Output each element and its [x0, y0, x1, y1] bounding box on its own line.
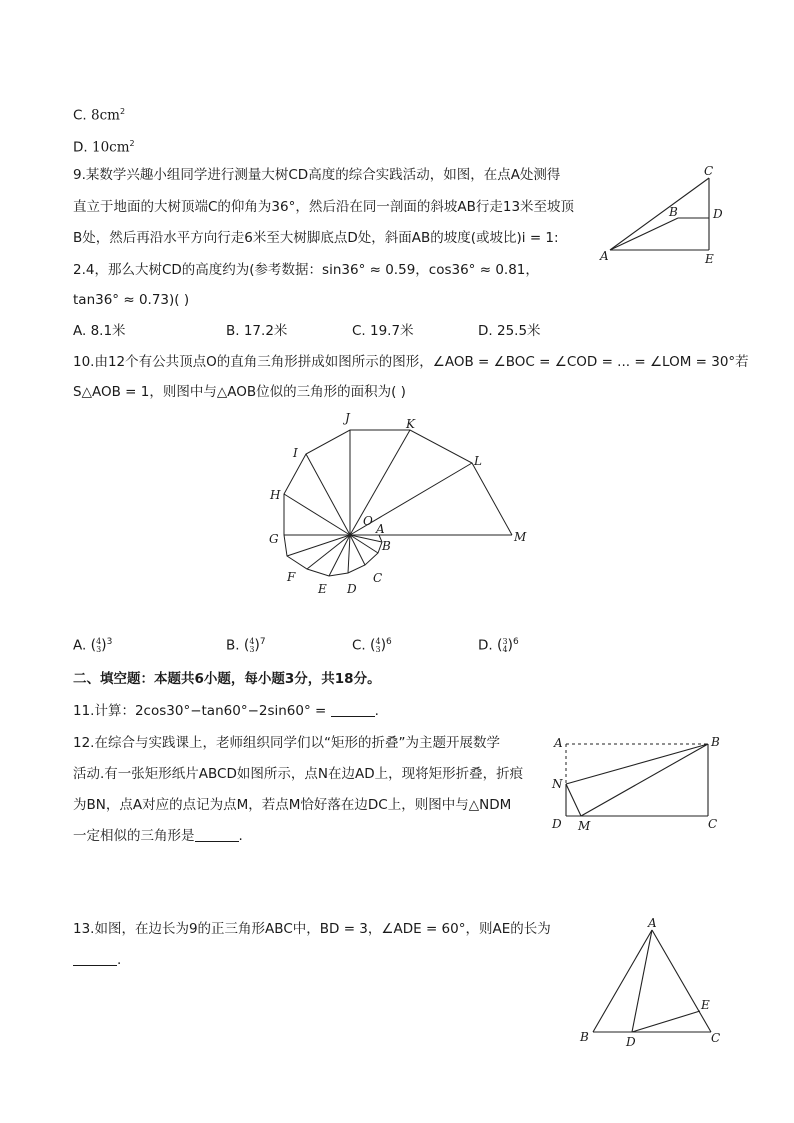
q10-label-k: K [406, 417, 415, 431]
q13-label-b: B [580, 1030, 589, 1044]
q9-label-e: E [705, 252, 714, 266]
q13-line1: 13.如图，在边长为9的正三角形ABC中，BD = 3，∠ADE = 60°，则AE的长为 [73, 921, 551, 937]
option-c-value: 8cm [91, 107, 120, 124]
q9-label-a: A [600, 249, 609, 263]
q13-triangle-figure [575, 915, 725, 1050]
q10-label-c: C [373, 571, 383, 585]
q9-slope-figure [590, 160, 730, 270]
option-c-area: C. $8cm^2$ [73, 107, 126, 124]
q10-label-m: M [514, 530, 527, 544]
q11-answer-blank[interactable] [331, 702, 375, 717]
option-d-area: D. $10cm^2$ [73, 139, 135, 156]
q10-label-h: H [270, 488, 281, 502]
option-d-exp: 2 [129, 139, 135, 148]
q13-answer-blank[interactable] [73, 951, 117, 966]
q9-line4: 2.4，那么大树CD的高度约为(参考数据：sin36° ≈ 0.59，cos36° ≈ 0.81， [73, 262, 539, 278]
q13-line2: . [73, 950, 121, 970]
q9-line5: tan36° ≈ 0.73)( ) [73, 292, 190, 308]
q11-line: 11.计算：2cos30°−tan60°−2sin60° = . [73, 703, 379, 719]
q12-label-c: C [708, 817, 718, 831]
q10-option-a: A. ( 4 3 )$^3$ [73, 636, 113, 654]
q9-label-b: B [669, 205, 678, 219]
q9-option-d: D. 25.5米 [478, 323, 541, 339]
q9-option-a: A. 8.1米 [73, 323, 126, 339]
q10-line2: S△AOB = 1，则图中与△AOB位似的三角形的面积为( ) [73, 384, 406, 400]
q12-answer-blank[interactable] [195, 827, 239, 842]
q10-label-e: E [318, 582, 327, 596]
q12-label-d: D [552, 817, 562, 831]
q12-label-b: B [711, 735, 720, 749]
q9-label-c: C [704, 164, 714, 178]
option-c-exp: 2 [119, 107, 126, 116]
q10-option-b: B. ( 4 3 )$^7$ [226, 636, 266, 654]
q10-label-j: J [345, 411, 350, 425]
q10-label-d: D [347, 582, 357, 596]
q12-line1: 12.在综合与实践课上，老师组织同学们以“矩形的折叠”为主题开展数学 [73, 735, 500, 751]
q12-line2: 活动.有一张矩形纸片ABCD如图所示，点N在边AD上，现将矩形折叠，折痕 [73, 766, 524, 782]
q12-rectangle-figure [548, 732, 728, 837]
q9-option-c: C. 19.7米 [352, 323, 414, 339]
q12-label-m: M [578, 819, 591, 833]
q12-line4: 一定相似的三角形是 . [73, 828, 243, 844]
q13-label-a: A [648, 916, 657, 930]
q12-line3: 为BN，点A对应的点记为点M，若点M恰好落在边DC上，则图中与△NDM [73, 797, 512, 813]
q9-label-d: D [713, 207, 723, 221]
section2-title: 二、填空题：本题共6小题，每小题3分，共18分。 [73, 671, 381, 687]
q10-label-l: L [474, 454, 482, 468]
q10-label-a: A [376, 522, 385, 536]
option-d-value: 10cm [91, 139, 130, 156]
q10-line1: 10.由12个有公共顶点O的直角三角形拼成如图所示的图形，∠AOB = ∠BOC = ∠COD = ... = ∠LOM = 30°若 [73, 354, 749, 370]
q9-line3: B处，然后再沿水平方向行走6米至大树脚底点D处，斜面AB的坡度(或坡比)i = 1: [73, 230, 559, 246]
q10-label-o: O [363, 514, 373, 528]
q12-label-n: N [552, 777, 563, 791]
q10-spiral-figure [260, 405, 540, 600]
q10-option-c: C. ( 4 3 )$^6$ [352, 636, 392, 654]
q10-label-g: G [269, 532, 279, 546]
q10-label-b: B [382, 539, 391, 553]
q9-line1: 9.某数学兴趣小组同学进行测量大树CD高度的综合实践活动，如图，在点A处测得 [73, 167, 561, 183]
q13-label-e: E [701, 998, 710, 1012]
q12-label-a: A [554, 736, 563, 750]
q13-label-c: C [711, 1031, 721, 1045]
q9-line2: 直立于地面的大树顶端C的仰角为36°，然后沿在同一剖面的斜坡AB行走13米至坡顶 [73, 199, 575, 215]
q9-option-b: B. 17.2米 [226, 323, 288, 339]
q10-label-i: I [293, 446, 298, 460]
q13-label-d: D [626, 1035, 636, 1049]
q10-option-d: D. ( 3 4 )$^6$ [478, 636, 519, 654]
q10-label-f: F [287, 570, 296, 584]
